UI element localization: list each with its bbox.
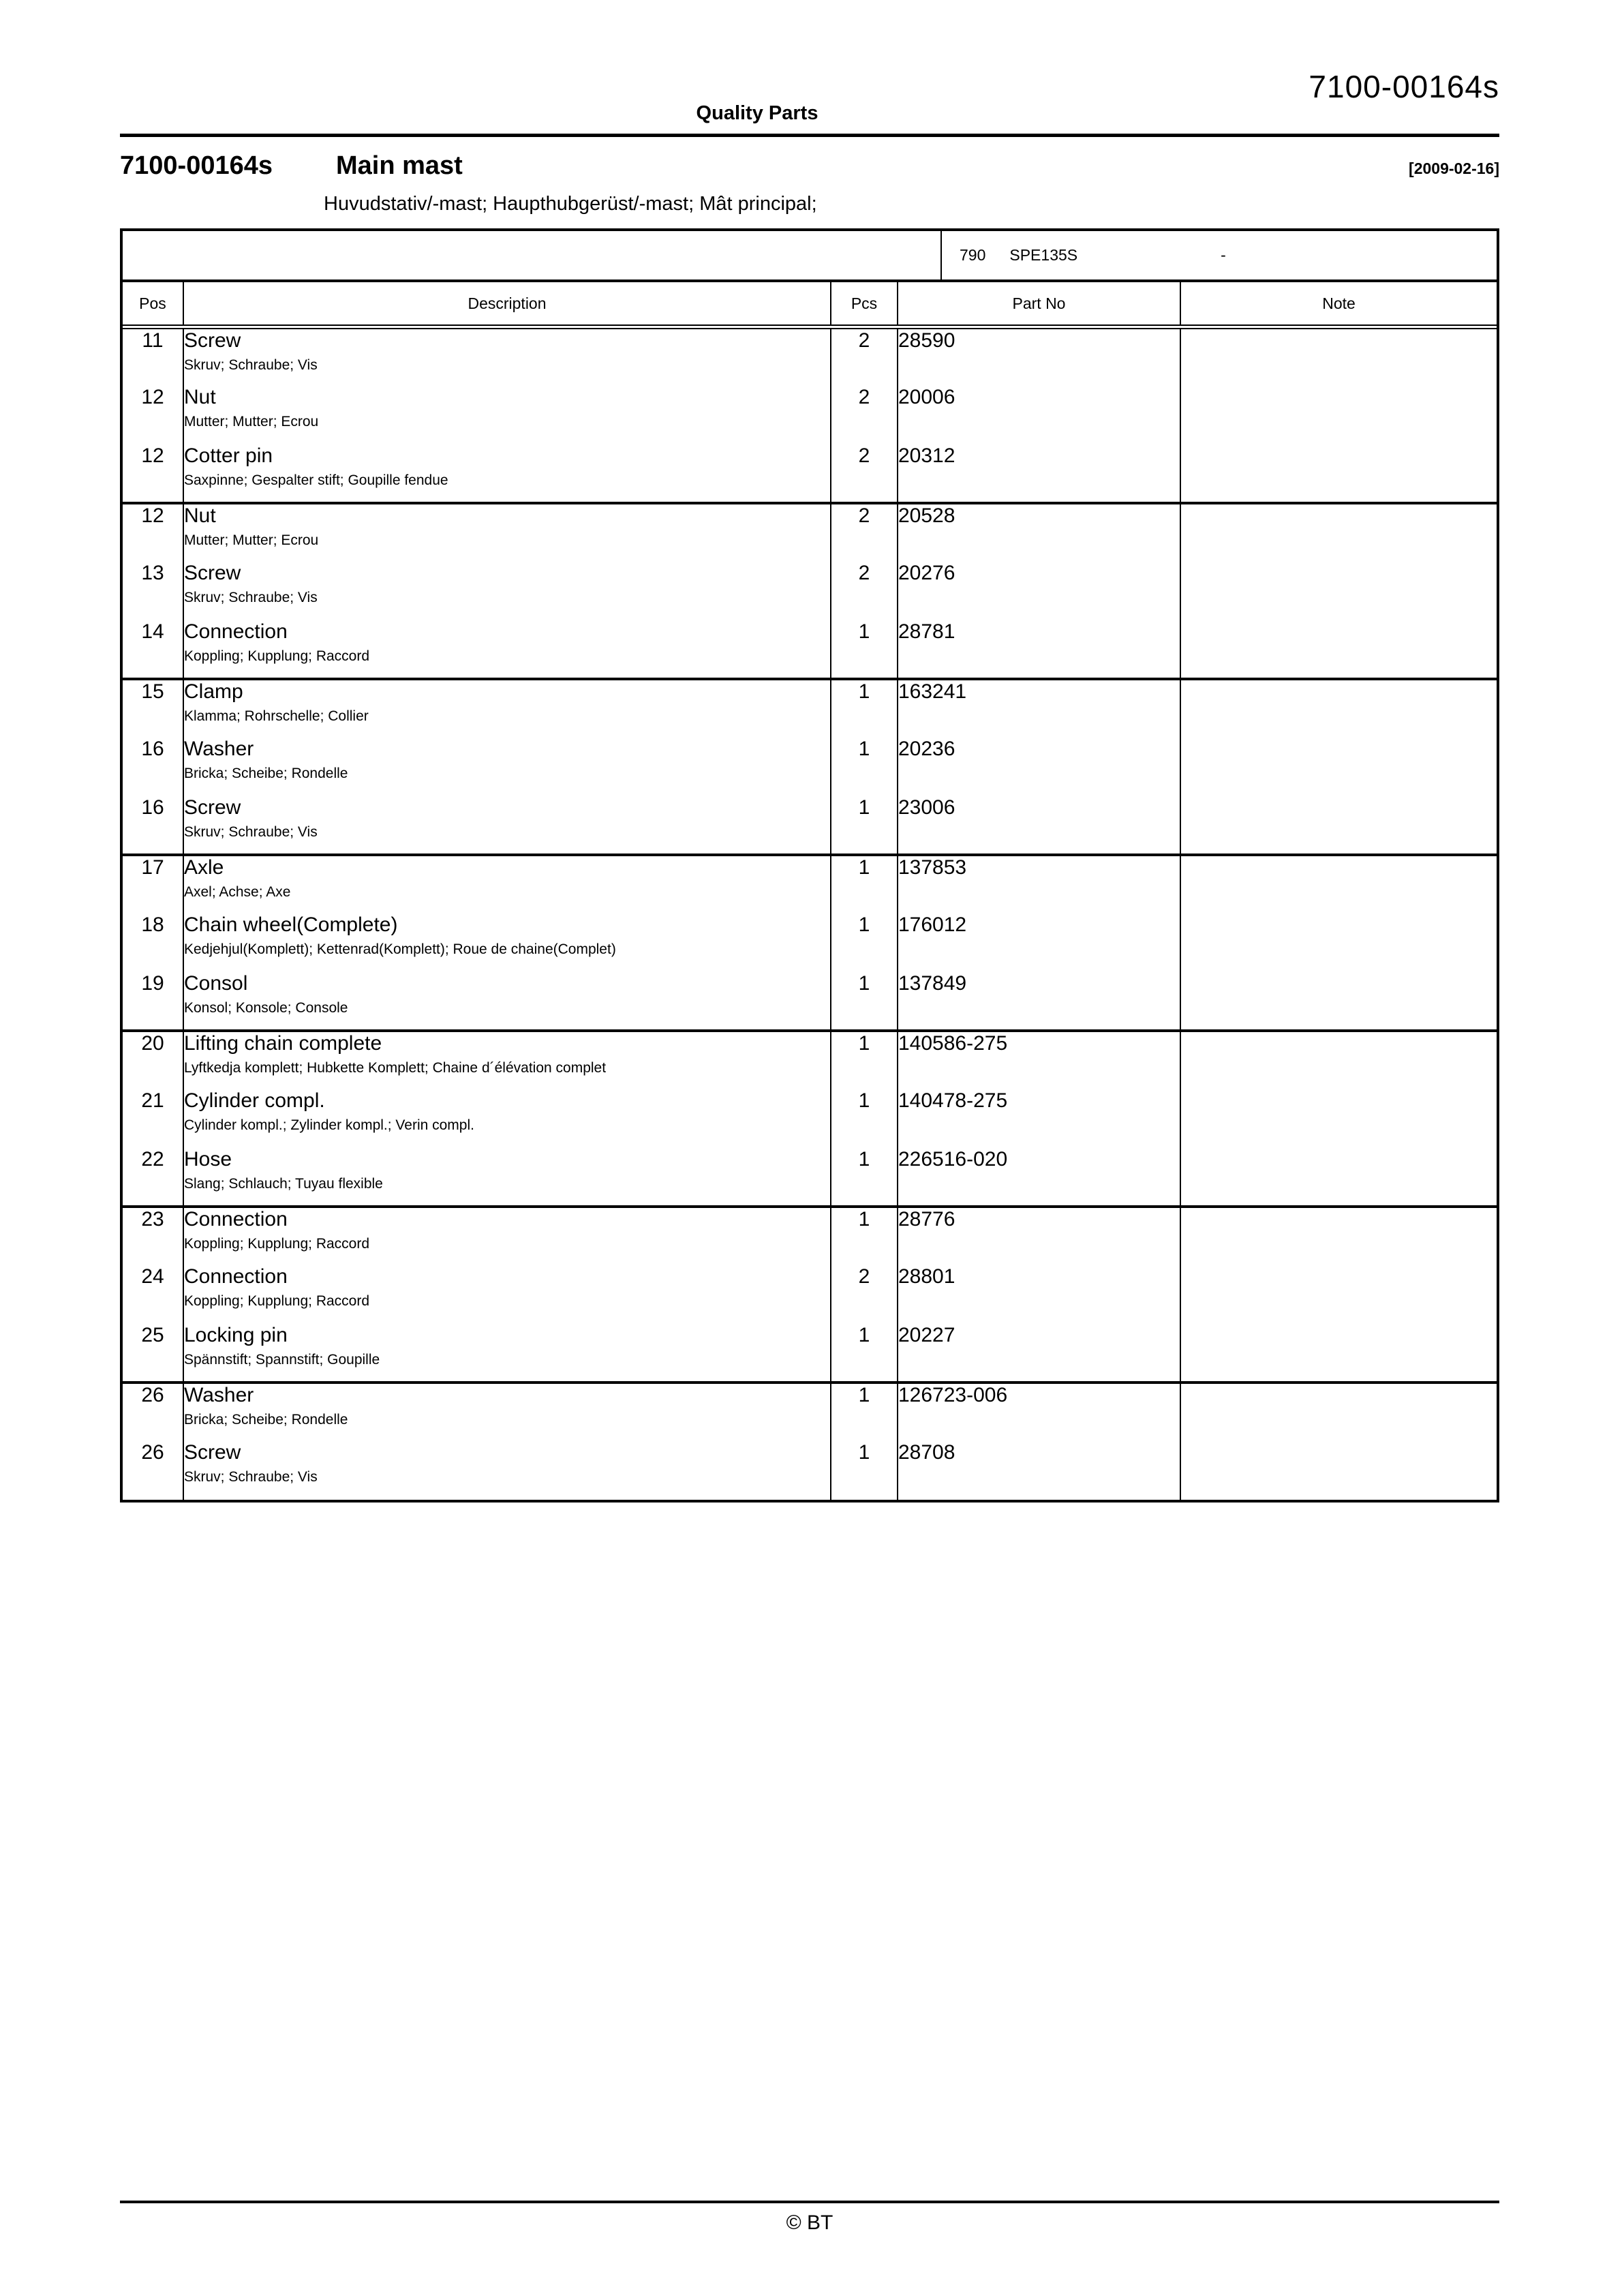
description-main: Screw (184, 796, 241, 819)
part-no-cell: 23006 (898, 796, 1180, 855)
description-cell (183, 327, 831, 386)
description-main: Hose (184, 1147, 232, 1170)
part-no-cell: 28590 (898, 327, 1180, 386)
description-translations: Mutter; Mutter; Ecrou (184, 532, 319, 548)
description-cell (183, 1148, 831, 1207)
parts-group (123, 503, 1497, 679)
table-row (123, 1031, 1497, 1089)
note-cell (1180, 1265, 1497, 1324)
brand-header: Quality Parts (696, 102, 818, 124)
description-translations: Slang; Schlauch; Tuyau flexible (184, 1175, 383, 1192)
pcs-cell: 1 (831, 1207, 898, 1265)
column-header-pcs: Pcs (831, 282, 898, 327)
table-row (123, 738, 1497, 796)
parts-group (123, 327, 1497, 503)
description-cell (183, 1089, 831, 1148)
pcs-cell: 1 (831, 1383, 898, 1441)
note-cell (1180, 913, 1497, 972)
description-translations: Spännstift; Spannstift; Goupille (184, 1351, 380, 1368)
pcs-cell: 1 (831, 972, 898, 1031)
note-cell (1180, 679, 1497, 738)
description-main: Consol (184, 971, 248, 995)
note-cell (1180, 1089, 1497, 1148)
description-cell (183, 972, 831, 1031)
part-no-cell: 28781 (898, 620, 1180, 679)
pos-cell: 13 (141, 561, 164, 584)
table-row (123, 1207, 1497, 1265)
description-main: Connection (184, 1265, 288, 1288)
note-cell (1180, 1148, 1497, 1207)
description-translations: Koppling; Kupplung; Raccord (184, 1235, 370, 1252)
table-row (123, 503, 1497, 562)
note-cell (1180, 972, 1497, 1031)
table-row (123, 796, 1497, 855)
table-row (123, 972, 1497, 1031)
note-cell (1180, 796, 1497, 855)
table-row (123, 562, 1497, 620)
description-translations: Skruv; Schraube; Vis (184, 357, 318, 373)
part-no-cell: 163241 (898, 679, 1180, 738)
description-cell (183, 503, 831, 562)
description-cell (183, 1031, 831, 1089)
description-translations: Bricka; Scheibe; Rondelle (184, 1411, 348, 1428)
pcs-cell: 1 (831, 1441, 898, 1500)
pcs-cell: 2 (831, 327, 898, 386)
footer-divider (120, 2201, 1499, 2203)
part-no-cell: 20276 (898, 562, 1180, 620)
page-subtitle-translations: Huvudstativ/-mast; Haupthubgerüst/-mast; Mât principal; (324, 193, 817, 215)
note-cell (1180, 738, 1497, 796)
pos-cell: 17 (123, 855, 183, 913)
part-no-cell: 137849 (898, 972, 1180, 1031)
description-translations: Klamma; Rohrschelle; Collier (184, 708, 369, 724)
pos-cell: 20 (123, 1031, 183, 1089)
part-no-cell: 226516-020 (898, 1148, 1180, 1207)
pos-cell: 22 (141, 1147, 164, 1170)
note-cell (1180, 620, 1497, 679)
part-no-cell: 20236 (898, 738, 1180, 796)
note-cell (1180, 327, 1497, 386)
pos-cell: 21 (141, 1089, 164, 1112)
table-row (123, 1089, 1497, 1148)
description-cell (183, 1324, 831, 1383)
description-translations: Skruv; Schraube; Vis (184, 589, 318, 605)
description-translations: Axel; Achse; Axe (184, 883, 291, 900)
title-row (120, 151, 1499, 181)
note-cell (1180, 444, 1497, 503)
description-translations: Koppling; Kupplung; Raccord (184, 1293, 370, 1309)
pos-cell: 18 (141, 913, 164, 936)
model-box (123, 231, 1497, 282)
part-no-cell: 137853 (898, 855, 1180, 913)
description-cell (183, 1383, 831, 1441)
description-main: Axle (184, 856, 224, 879)
header-divider (120, 134, 1499, 137)
note-cell (1180, 503, 1497, 562)
pos-cell: 24 (141, 1265, 164, 1288)
table-row (123, 1265, 1497, 1324)
description-main: Nut (184, 504, 216, 527)
part-no-cell: 20006 (898, 386, 1180, 444)
description-main: Screw (184, 1440, 241, 1464)
pos-cell: 12 (123, 503, 183, 562)
pos-cell: 16 (141, 796, 164, 819)
pos-cell: 19 (141, 971, 164, 995)
pcs-cell: 1 (831, 1148, 898, 1207)
description-translations: Bricka; Scheibe; Rondelle (184, 765, 348, 781)
note-cell (1180, 1441, 1497, 1500)
page-title-code: 7100-00164s (120, 151, 273, 180)
parts-group (123, 1383, 1497, 1500)
description-cell (183, 444, 831, 503)
description-cell (183, 1207, 831, 1265)
part-no-cell: 28708 (898, 1441, 1180, 1500)
description-main: Connection (184, 1207, 288, 1230)
pcs-cell: 2 (831, 386, 898, 444)
revision-date: [2009-02-16] (1409, 160, 1499, 177)
description-cell (183, 738, 831, 796)
pcs-cell: 2 (831, 503, 898, 562)
pcs-cell: 1 (831, 738, 898, 796)
parts-group (123, 679, 1497, 855)
part-no-cell: 28801 (898, 1265, 1180, 1324)
model-box-info-cell (942, 231, 1497, 280)
column-header-note: Note (1180, 282, 1497, 327)
table-row (123, 1148, 1497, 1207)
note-cell (1180, 855, 1497, 913)
note-cell (1180, 1383, 1497, 1441)
parts-table (123, 282, 1497, 1500)
description-translations: Lyftkedja komplett; Hubkette Komplett; Chaine d´élévation complet (184, 1059, 607, 1076)
pos-cell: 15 (123, 679, 183, 738)
pos-cell: 26 (123, 1383, 183, 1441)
part-no-cell: 28776 (898, 1207, 1180, 1265)
parts-group (123, 1207, 1497, 1383)
model-code: 790 (960, 246, 986, 264)
pcs-cell: 1 (831, 1324, 898, 1383)
table-row (123, 386, 1497, 444)
table-row (123, 679, 1497, 738)
model-name: SPE135S (1009, 246, 1078, 264)
description-cell (183, 386, 831, 444)
column-header-pos: Pos (123, 282, 183, 327)
description-translations: Koppling; Kupplung; Raccord (184, 648, 370, 664)
model-box-empty-cell (123, 231, 942, 280)
pos-cell: 12 (141, 444, 164, 467)
table-row (123, 855, 1497, 913)
part-no-cell: 140586-275 (898, 1031, 1180, 1089)
parts-group (123, 1031, 1497, 1207)
pcs-cell: 1 (831, 620, 898, 679)
description-main: Nut (184, 385, 216, 408)
description-cell (183, 913, 831, 972)
pcs-cell: 1 (831, 855, 898, 913)
description-main: Screw (184, 561, 241, 584)
part-no-cell: 140478-275 (898, 1089, 1180, 1148)
description-translations: Mutter; Mutter; Ecrou (184, 413, 319, 429)
pos-cell: 16 (141, 737, 164, 760)
pcs-cell: 1 (831, 679, 898, 738)
parts-table-frame (120, 228, 1499, 1502)
description-translations: Skruv; Schraube; Vis (184, 1468, 318, 1485)
pos-cell: 12 (141, 385, 164, 408)
description-main: Connection (184, 620, 288, 643)
part-no-cell: 20528 (898, 503, 1180, 562)
pcs-cell: 2 (831, 444, 898, 503)
column-header-part-no: Part No (898, 282, 1180, 327)
table-row (123, 620, 1497, 679)
description-cell (183, 620, 831, 679)
pcs-cell: 2 (831, 1265, 898, 1324)
description-main: Cotter pin (184, 444, 273, 467)
pcs-cell: 1 (831, 1089, 898, 1148)
description-cell (183, 1441, 831, 1500)
note-cell (1180, 1031, 1497, 1089)
parts-group (123, 855, 1497, 1031)
description-main: Cylinder compl. (184, 1089, 325, 1112)
description-translations: Konsol; Konsole; Console (184, 999, 348, 1016)
note-cell (1180, 386, 1497, 444)
pos-cell: 14 (141, 620, 164, 643)
note-cell (1180, 562, 1497, 620)
part-no-cell: 176012 (898, 913, 1180, 972)
part-no-cell: 126723-006 (898, 1383, 1180, 1441)
pos-cell: 26 (141, 1440, 164, 1464)
pos-cell: 23 (123, 1207, 183, 1265)
part-no-cell: 20312 (898, 444, 1180, 503)
note-cell (1180, 1324, 1497, 1383)
pcs-cell: 1 (831, 796, 898, 855)
description-main: Lifting chain complete (184, 1031, 382, 1055)
pcs-cell: 1 (831, 913, 898, 972)
pos-cell: 25 (141, 1323, 164, 1346)
table-row (123, 444, 1497, 503)
note-cell (1180, 1207, 1497, 1265)
table-row (123, 1441, 1497, 1500)
description-translations: Saxpinne; Gespalter stift; Goupille fendue (184, 472, 448, 488)
description-translations: Kedjehjul(Komplett); Kettenrad(Komplett); Roue de chaine(Complet) (184, 941, 616, 957)
description-translations: Skruv; Schraube; Vis (184, 824, 318, 840)
description-main: Washer (184, 737, 254, 760)
description-main: Clamp (184, 680, 243, 703)
table-row (123, 913, 1497, 972)
description-translations: Cylinder kompl.; Zylinder kompl.; Verin compl. (184, 1117, 474, 1133)
doc-number-top: 7100-00164s (1309, 69, 1499, 104)
page-title: Main mast (336, 151, 463, 180)
copyright: © BT (786, 2211, 833, 2234)
part-no-cell: 20227 (898, 1324, 1180, 1383)
description-main: Washer (184, 1383, 254, 1406)
description-main: Screw (184, 329, 241, 352)
description-cell (183, 679, 831, 738)
description-cell (183, 1265, 831, 1324)
parts-table-header (123, 282, 1497, 327)
pcs-cell: 1 (831, 1031, 898, 1089)
pos-cell: 11 (142, 329, 164, 352)
column-header-description: Description (183, 282, 831, 327)
description-cell (183, 562, 831, 620)
table-row (123, 1324, 1497, 1383)
serial-range: - (1221, 246, 1226, 264)
description-cell (183, 855, 831, 913)
description-main: Locking pin (184, 1323, 288, 1346)
pcs-cell: 2 (831, 562, 898, 620)
table-row (123, 327, 1497, 386)
description-cell (183, 796, 831, 855)
description-main: Chain wheel(Complete) (184, 913, 398, 936)
table-row (123, 1383, 1497, 1441)
